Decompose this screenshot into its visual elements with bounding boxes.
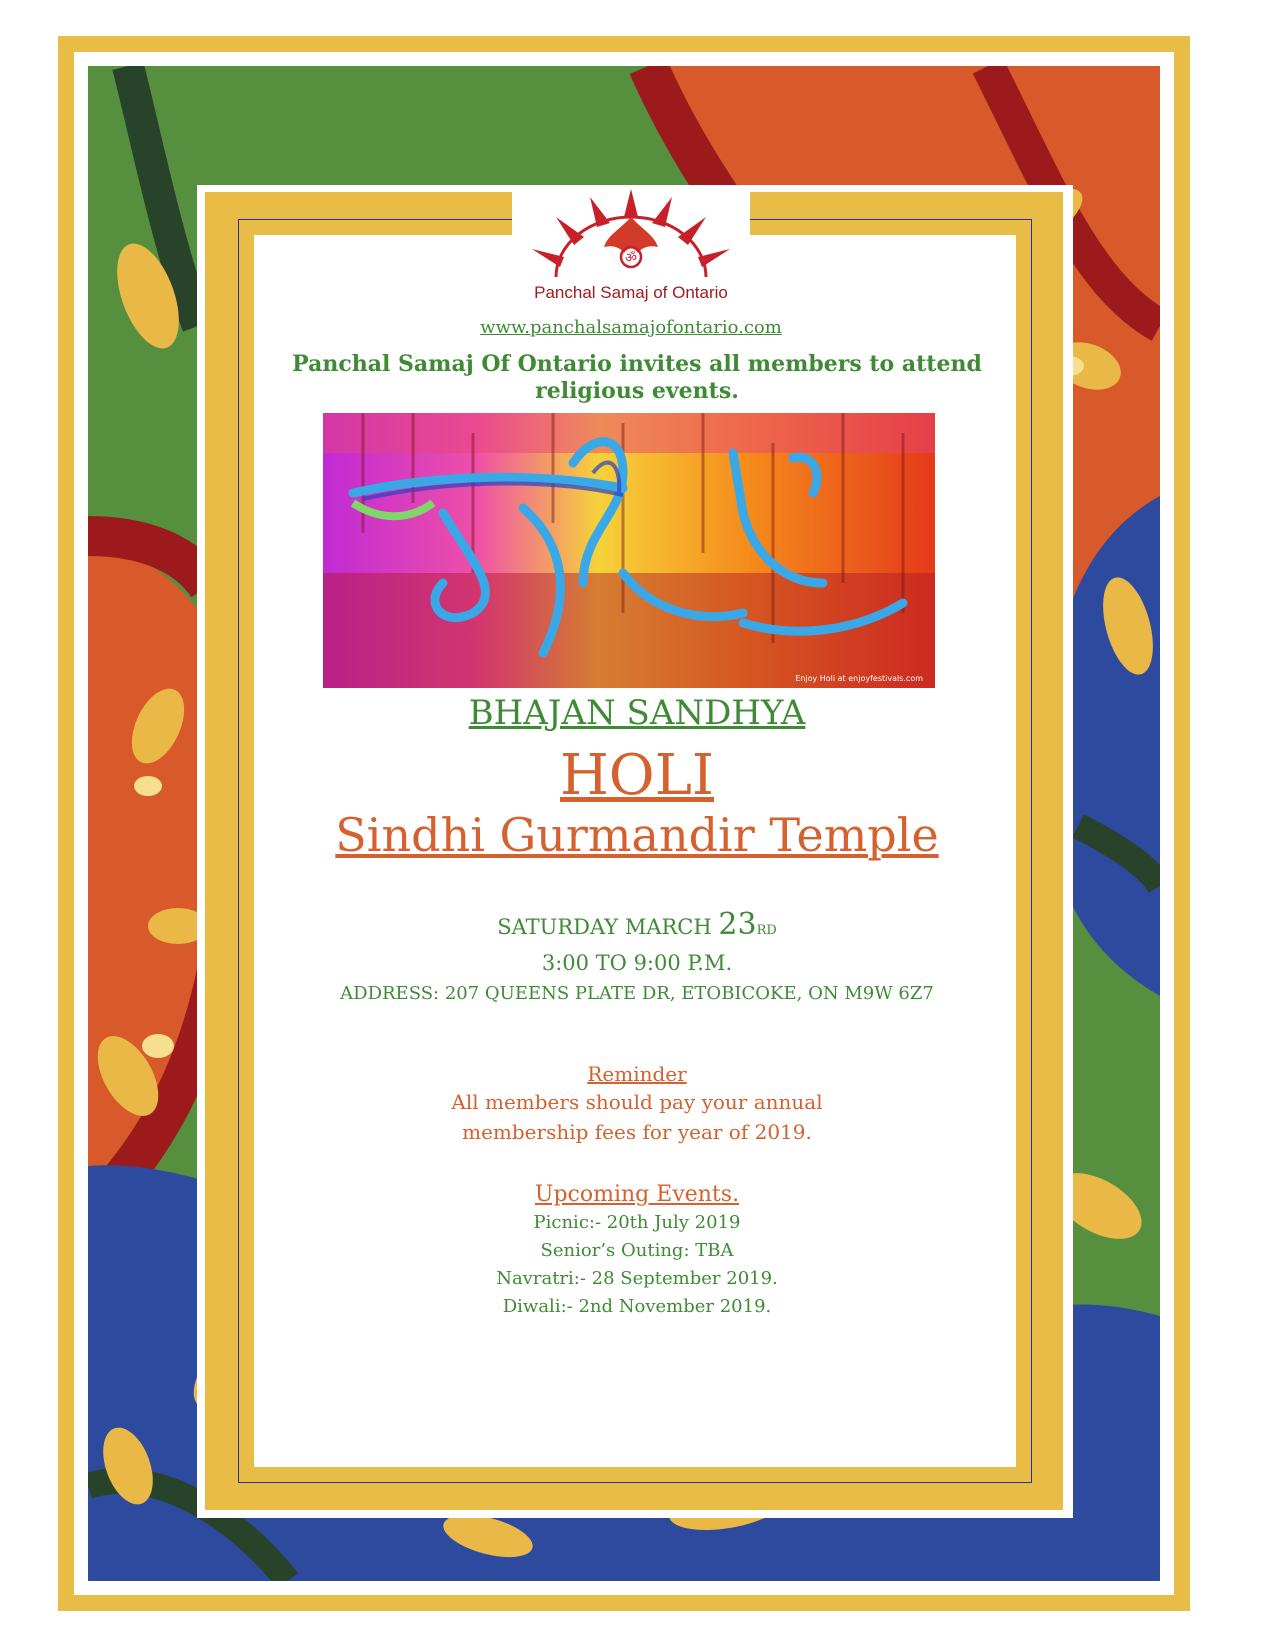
event-date [276, 907, 998, 942]
holi-banner-image [323, 413, 935, 688]
sunrise-logo-icon [512, 187, 750, 283]
invitation-text: Panchal Samaj Of Ontario invites all members to attend religious events. [292, 351, 982, 404]
upcoming-event-item: Picnic:- 20th July 2019 [533, 1212, 741, 1233]
reminder-line-1: All members should pay your annual [451, 1090, 823, 1114]
website-link[interactable]: www.panchalsamajofontario.com [480, 317, 782, 338]
upcoming-event-item: Senior’s Outing: TBA [540, 1240, 734, 1261]
upcoming-event-item: Diwali:- 2nd November 2019. [502, 1296, 772, 1317]
venue-name: Sindhi Gurmandir Temple [335, 808, 939, 862]
date-suffix: RD [756, 923, 777, 938]
event-time: 3:00 TO 9:00 P.M. [541, 951, 733, 975]
reminder-heading: Reminder [587, 1062, 687, 1086]
upcoming-events-heading: Upcoming Events. [534, 1182, 740, 1207]
banner-caption: Enjoy Holi at enjoyfestivals.com [795, 674, 923, 683]
date-day: 23 [718, 907, 757, 942]
date-prefix: SATURDAY MARCH [497, 915, 719, 939]
om-symbol-icon: ॐ [625, 251, 637, 266]
reminder-line-2: membership fees for year of 2019. [462, 1120, 812, 1144]
event-type-heading: BHAJAN SANDHYA [468, 693, 806, 733]
organization-name: Panchal Samaj of Ontario [534, 283, 728, 302]
upcoming-event-item: Navratri:- 28 September 2019. [496, 1268, 778, 1289]
event-title: HOLI [559, 743, 715, 808]
event-address: ADDRESS: 207 QUEENS PLATE DR, ETOBICOKE, ON M9W 6Z7 [340, 983, 934, 1004]
